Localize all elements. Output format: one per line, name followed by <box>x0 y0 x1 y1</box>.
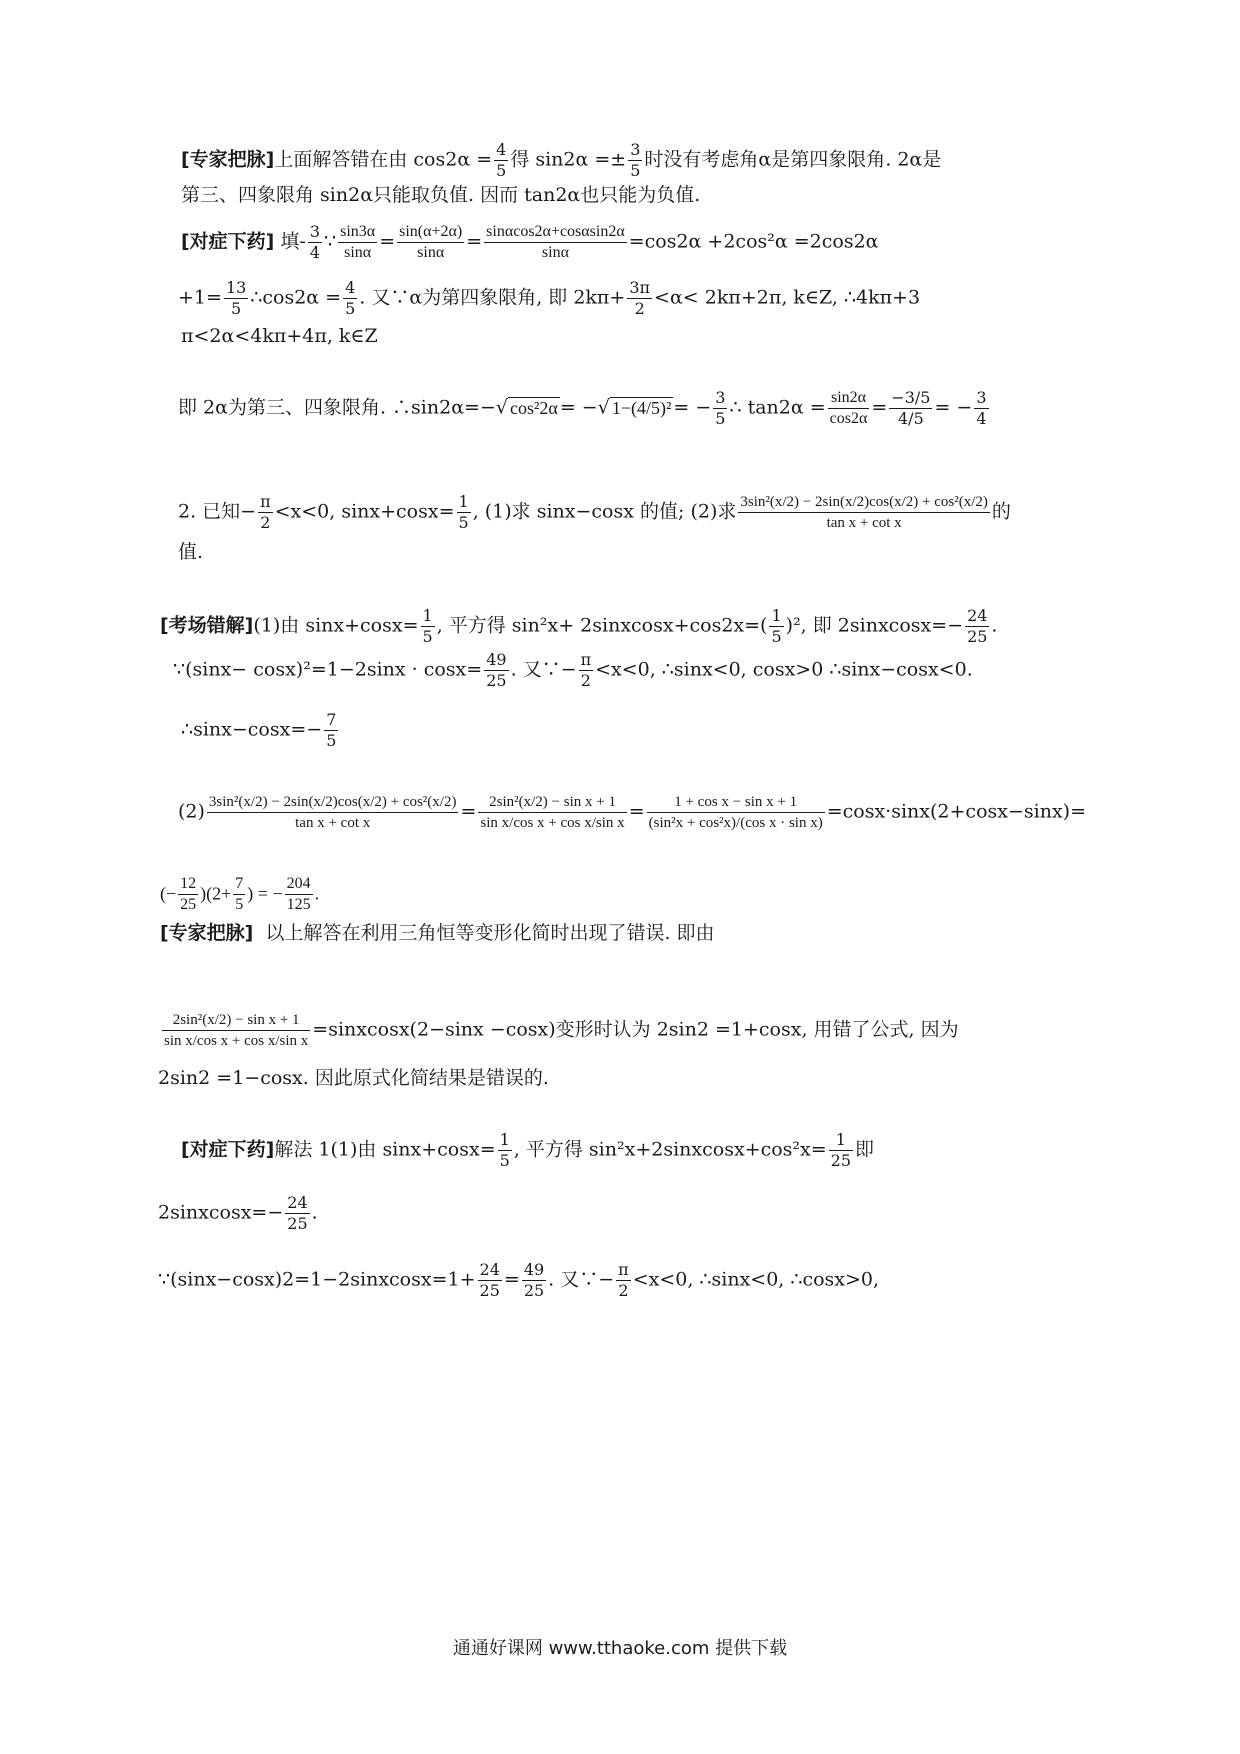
remedy-tag: [对症下药] <box>181 230 275 253</box>
fraction: $\frac{49}{25}$ <box>523 1260 545 1300</box>
expert-diagnosis-tag: [专家把脉] <box>160 922 254 944</box>
fraction: $\frac{\pi}{2}$ <box>260 492 271 532</box>
remedy-2-line-3: ∵(sinx−cosx)2=1−2sinxcosx=1+ $\frac{24}{25}$ = $\frac{49}{25}$ . 又∵− $\frac{\pi}{2}$ <x<0, ∴sinx<0, ∴cosx>0, <box>158 1260 880 1300</box>
wrong-solution-line-4: (2) $\frac{\text{3sin²(x/2) − 2sin(x/2)cos(x/2) + cos²(x/2)}}{\text{tan x + cot x}}$ = $\frac{\text{2sin²(x/2) − sin x + 1}}{\text{sin x/cos x + cos x/sin x}}$ = $\frac{\text{1 + cos x − sin x + 1}}{\text{(sin²x + cos²x)/(cos x · sin x)}}$ =cosx·sinx(2+cosx−sinx)= <box>178 794 1087 831</box>
fraction: $\frac{\pi}{2}$ <box>580 650 592 690</box>
fraction: $\frac{-3/5}{4/5}$ <box>891 388 931 428</box>
fraction: $\frac{1}{5}$ <box>771 606 782 646</box>
fraction: $\frac{\sin(\alpha+2\alpha)}{\sin\alpha}$ <box>399 223 463 261</box>
fraction: $\frac{13}{5}$ <box>225 278 247 318</box>
remedy-line-3: π<2α<4kπ+4π, k∈Z <box>181 325 378 347</box>
fraction: $\frac{1}{5}$ <box>499 1130 510 1170</box>
remedy-2-line-2: 2sinxcosx=− $\frac{24}{25}$ . <box>158 1193 318 1233</box>
remedy-2-line-1: [对症下药]解法 1(1)由 sinx+cosx= $\frac{1}{5}$ , 平方得 sin²x+2sinxcosx+cos²x= $\frac{1}{25}$ 即 <box>181 1130 875 1170</box>
wrong-solution-line-5: (− $\frac{12}{25}$ )(2+ $\frac{7}{5}$ ) = − $\frac{204}{125}$ . <box>160 875 320 913</box>
fraction: $\frac{1}{25}$ <box>830 1130 852 1170</box>
fraction: $\frac{204}{125}$ <box>286 875 311 913</box>
wrong-solution-line-3: ∴sinx−cosx=− $\frac{7}{5}$ <box>181 710 337 750</box>
fraction: $\frac{3}{4}$ <box>309 222 321 262</box>
problem-2-statement: 2. 已知− $\frac{\pi}{2}$ <x<0, sinx+cosx= $\frac{1}{5}$ , (1)求 sinx−cosx 的值; (2)求 $\frac{\text{3sin²(x/2) − 2sin(x/2)cos(x/2) + cos²(x/2)}}{\text{tan x + cot x}}$ 的 <box>178 492 1011 532</box>
fraction: $\frac{24}{25}$ <box>287 1193 308 1233</box>
page-footer: 通通好课网 www.tthaoke.com 提供下载 <box>452 1638 788 1659</box>
fraction: $\frac{\sin 3\alpha}{\sin\alpha}$ <box>340 223 376 261</box>
wrong-solution-tag: [考场错解] <box>160 614 254 637</box>
fraction: $\frac{\sin 2\alpha}{\cos 2\alpha}$ <box>829 389 868 427</box>
fraction: $\frac{\pi}{2}$ <box>618 1260 629 1300</box>
problem-2-statement-end: 值. <box>178 541 204 563</box>
fraction: $\frac{\text{1 + cos x − sin x + 1}}{\text{(sin²x + cos²x)/(cos x · sin x)}}$ <box>648 794 823 831</box>
expert-diagnosis-2-line-1: [专家把脉] 以上解答在利用三角恒等变形化简时出现了错误. 即由 <box>160 922 715 944</box>
wrong-solution-line-1: [考场错解](1)由 sinx+cosx= $\frac{1}{5}$ , 平方得 sin²x+ 2sinxcosx+cos2x=( $\frac{1}{5}$ )², 即 2sinxcosx=− $\frac{24}{25}$ . <box>160 606 998 646</box>
fraction: $\frac{\sin\alpha\cos 2\alpha+\cos\alpha\sin 2\alpha}{\sin\alpha}$ <box>486 223 625 261</box>
remedy-line-1: [对症下药] 填- $\frac{3}{4}$ ∵ $\frac{\sin 3\alpha}{\sin\alpha}$ = $\frac{\sin(\alpha+2\alpha)}{\sin\alpha}$ = $\frac{\sin\alpha\cos 2\alpha+\cos\alpha\sin 2\alpha}{\sin\alpha}$ =cos2α +2cos²α =2cos2α <box>181 222 879 262</box>
fraction: $\frac{\text{3sin²(x/2) − 2sin(x/2)cos(x/2) + cos²(x/2)}}{\text{tan x + cot x}}$ <box>208 794 457 831</box>
remedy-line-4: 即 2α为第三、四象限角. ∴sin2α=−√ cos²2α = −√ 1−(4/5)² = − $\frac{3}{5}$ ∴ tan2α = $\frac{\sin 2\alpha}{\cos 2\alpha}$ = $\frac{-3/5}{4/5}$ = − $\frac{3}{4}$ <box>178 388 987 428</box>
fraction: $\frac{4}{5}$ <box>345 278 356 318</box>
fraction: $\frac{1}{5}$ <box>422 606 433 646</box>
remedy-line-2: +1= $\frac{13}{5}$ ∴cos2α = $\frac{4}{5}$ . 又∵α为第四象限角, 即 2kπ+ $\frac{3\pi}{2}$ <α< 2kπ+2π, k∈Z, ∴4kπ+3 <box>178 278 921 318</box>
expert-diagnosis-2-line-3: 2sin2 =1−cosx. 因此原式化简结果是错误的. <box>158 1067 549 1089</box>
fraction: $\frac{49}{25}$ <box>486 650 507 690</box>
expert-diagnosis-line-2: 第三、四象限角 sin2α只能取负值. 因而 tan2α也只能为负值. <box>181 184 701 206</box>
fraction: $\frac{\text{3sin²(x/2) − 2sin(x/2)cos(x/2) + cos²(x/2)}}{\text{tan x + cot x}}$ <box>740 494 988 531</box>
fraction: $\frac{24}{25}$ <box>967 606 988 646</box>
fraction: $\frac{1}{5}$ <box>458 492 469 532</box>
expert-diagnosis-line-1: [专家把脉]上面解答错在由 cos2α = $\frac{4}{5}$ 得 sin2α =± $\frac{3}{5}$ 时没有考虑角α是第四象限角. 2α是 <box>181 140 942 180</box>
fraction: $\frac{\text{2sin²(x/2) − sin x + 1}}{\text{sin x/cos x + cos x/sin x}}$ <box>480 794 625 831</box>
wrong-solution-line-2: ∵(sinx− cosx)²=1−2sinx · cosx= $\frac{49}{25}$ . 又∵− $\frac{\pi}{2}$ <x<0, ∴sinx<0, cosx>0 ∴sinx−cosx<0. <box>173 650 973 690</box>
fraction: $\frac{3}{4}$ <box>976 388 987 428</box>
fraction: $\frac{24}{25}$ <box>479 1260 500 1300</box>
fraction: $\frac{7}{5}$ <box>326 710 337 750</box>
fraction: $\frac{3}{5}$ <box>715 388 726 428</box>
remedy-tag: [对症下药] <box>181 1138 275 1161</box>
fraction: $\frac{3\pi}{2}$ <box>629 278 651 318</box>
fraction: $\frac{7}{5}$ <box>235 875 244 913</box>
fraction: $\frac{3}{5}$ <box>630 140 641 180</box>
fraction: $\frac{4}{5}$ <box>496 140 507 180</box>
fraction: $\frac{12}{25}$ <box>180 875 197 913</box>
fraction: $\frac{\text{2sin²(x/2) − sin x + 1}}{\text{sin x/cos x + cos x/sin x}}$ <box>164 1012 309 1049</box>
expert-diagnosis-tag: [专家把脉] <box>181 148 275 171</box>
expert-diagnosis-2-line-2: $\frac{\text{2sin²(x/2) − sin x + 1}}{\text{sin x/cos x + cos x/sin x}}$ =sinxcosx(2−sinx −cosx)变形时认为 2sin2 =1+cosx, 用错了公式, 因为 <box>164 1012 959 1049</box>
